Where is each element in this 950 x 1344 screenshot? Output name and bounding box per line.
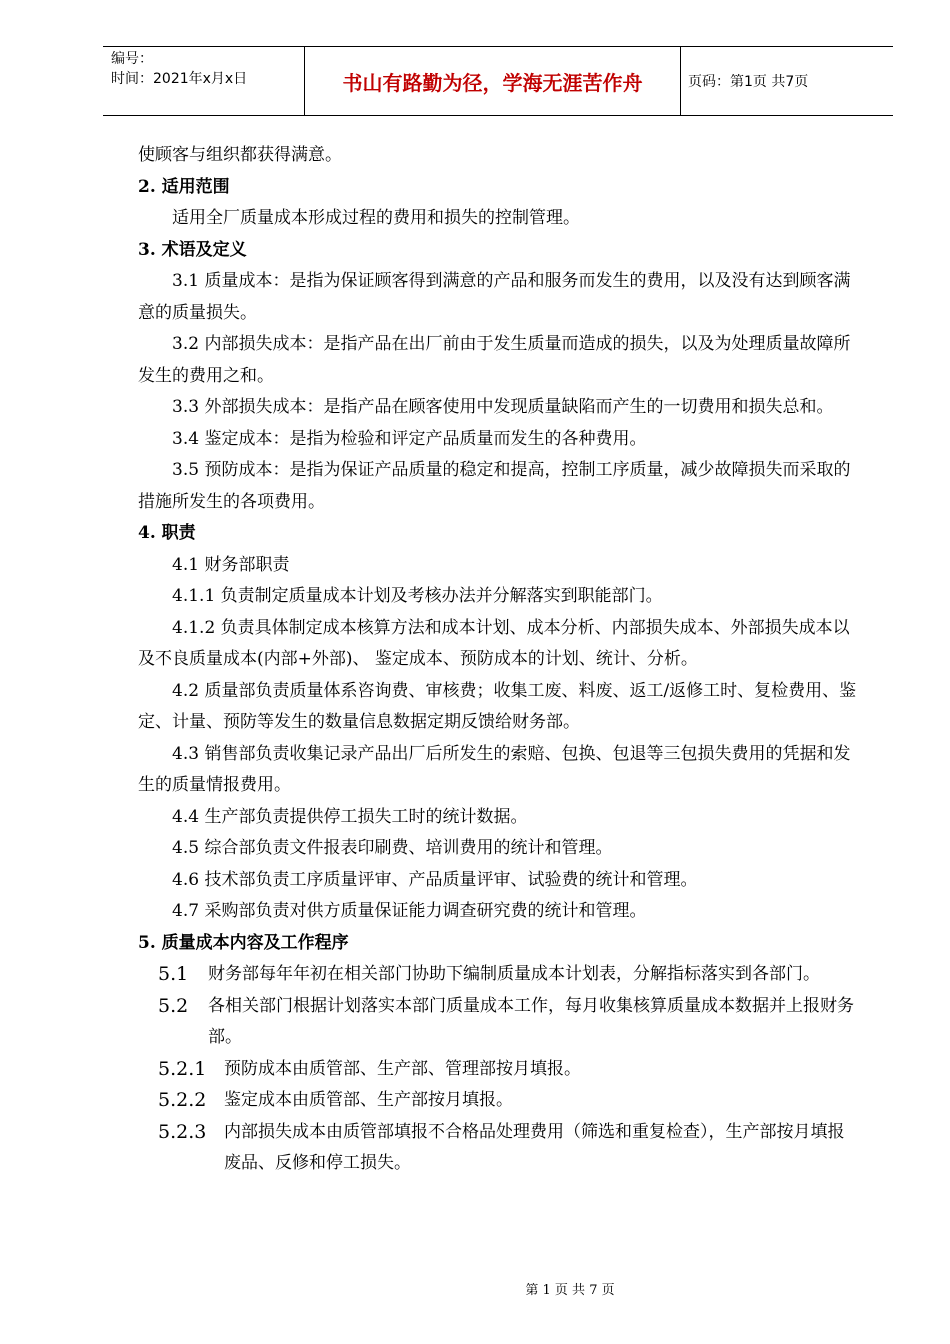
section-heading-2: 2. 适用范围 xyxy=(138,176,230,197)
paragraph: 4.6 技术部负责工序质量评审、产品质量评审、试验费的统计和管理。 xyxy=(172,869,698,890)
item-number: 5.2.2 xyxy=(158,1089,207,1111)
paragraph: 4.3 销售部负责收集记录产品出厂后所发生的索赔、包换、包退等三包损失费用的凭据和发生的质量情报费用。 xyxy=(138,743,851,795)
page-footer: 第 1 页 共 7 页 xyxy=(525,1283,615,1298)
paragraph: 使顾客与组织都获得满意。 xyxy=(138,145,342,165)
item-text: 预防成本由质管部、生产部、管理部按月填报。 xyxy=(224,1058,581,1079)
paragraph: 4.1.1 负责制定质量成本计划及考核办法并分解落实到职能部门。 xyxy=(172,586,663,606)
document-time-label: 时间：2021年x月x日 xyxy=(111,71,248,87)
item-text: 鉴定成本由质管部、生产部按月填报。 xyxy=(224,1090,513,1110)
paragraph: 4.7 采购部负责对供方质量保证能力调查研究费的统计和管理。 xyxy=(172,901,647,921)
numbered-item xyxy=(138,991,860,1054)
numbered-item xyxy=(138,1085,860,1117)
page-header xyxy=(103,46,893,116)
item-text: 内部损失成本由质管部填报不合格品处理费用（筛选和重复检查），生产部按月填报废品、反修和停工损失。 xyxy=(224,1121,845,1173)
paragraph: 4.5 综合部负责文件报表印刷费、培训费用的统计和管理。 xyxy=(172,838,613,858)
numbered-item xyxy=(138,1117,860,1180)
paragraph: 3.1 质量成本：是指为保证顾客得到满意的产品和服务而发生的费用，以及没有达到顾客满意的质量损失。 xyxy=(138,271,851,323)
paragraph: 3.4 鉴定成本：是指为检验和评定产品质量而发生的各种费用。 xyxy=(172,428,647,449)
header-page-label: 页码：第1页 共7页 xyxy=(688,74,809,90)
section-heading-5: 5. 质量成本内容及工作程序 xyxy=(138,932,349,953)
numbered-item xyxy=(138,1054,860,1086)
paragraph: 3.3 外部损失成本：是指产品在顾客使用中发现质量缺陷而产生的一切费用和损失总和。 xyxy=(172,397,834,417)
paragraph: 4.1.2 负责具体制定成本核算方法和成本计划、成本分析、内部损失成本、外部损失成本以及不良质量成本(内部+外部)、 鉴定成本、预防成本的计划、统计、分析。 xyxy=(138,617,850,669)
item-number: 5.2.1 xyxy=(158,1057,207,1080)
document-number-label: 编号： xyxy=(111,51,153,67)
paragraph: 4.2 质量部负责质量体系咨询费、审核费；收集工废、料废、返工/返修工时、复检费用、鉴定、计量、预防等发生的数量信息数据定期反馈给财务部。 xyxy=(138,680,857,732)
paragraph: 3.2 内部损失成本：是指产品在出厂前由于发生质量而造成的损失，以及为处理质量故障所发生的费用之和。 xyxy=(138,334,851,386)
document-body xyxy=(138,140,860,1180)
paragraph: 4.1 财务部职责 xyxy=(172,554,290,575)
header-meta xyxy=(111,49,247,89)
paragraph: 4.4 生产部负责提供停工损失工时的统计数据。 xyxy=(172,806,528,827)
item-number: 5.1 xyxy=(158,963,189,985)
item-text: 财务部每年年初在相关部门协助下编制质量成本计划表，分解指标落实到各部门。 xyxy=(208,964,820,984)
section-heading-4: 4. 职责 xyxy=(138,523,196,543)
paragraph: 3.5 预防成本：是指为保证产品质量的稳定和提高，控制工序质量，减少故障损失而采取的措施所发生的各项费用。 xyxy=(138,460,851,512)
section-heading-3: 3. 术语及定义 xyxy=(138,239,247,260)
item-text: 各相关部门根据计划落实本部门质量成本工作，每月收集核算质量成本数据并上报财务部。 xyxy=(208,995,854,1047)
paragraph: 适用全厂质量成本形成过程的费用和损失的控制管理。 xyxy=(172,208,580,228)
header-motto: 书山有路勤为径，学海无涯苦作舟 xyxy=(304,47,681,115)
item-number: 5.2 xyxy=(158,994,189,1017)
numbered-item xyxy=(138,959,860,991)
item-number: 5.2.3 xyxy=(158,1120,207,1143)
